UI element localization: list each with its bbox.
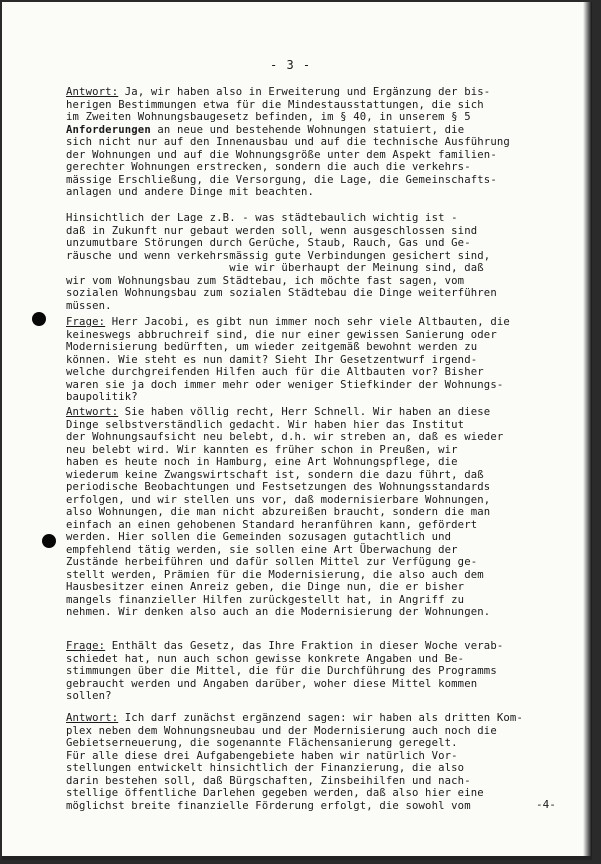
text-line: Zustände herbeiführen und dafür sollen Mittel zur Verfügung ge- (66, 556, 478, 568)
text-line: werden. Hier sollen die Gemeinden sozusagen gutachtlich und (66, 531, 452, 543)
text-line: wir vom Wohnungsbau zum Städtebau, ich möchte fast sagen, vom (66, 274, 465, 287)
text-line: stellt werden, Prämien für die Modernisierung, die also auch dem (66, 568, 484, 581)
text-line: Frage: Herr Jacobi, es gibt nun immer noch sehr viele Altbauten, die (66, 316, 510, 328)
text-line: Gebietserneuerung, die sogenannte Flächensanierung geregelt. (66, 737, 458, 749)
text-line: empfehlend tätig werden, sie sollen eine Art Überwachung der (66, 543, 458, 556)
speaker-label: Antwort: (66, 86, 119, 98)
text-line: herigen Bestimmungen etwa für die Mindestausstattungen, die sich (66, 98, 484, 111)
text-line: schiedet hat, nun auch schon gewisse konkrete Angaben und Be- (66, 652, 465, 665)
text-line: einfach an einen gehobenen Standard heranführen kann, gefördert (66, 518, 478, 531)
page-number: - 3 - (270, 58, 312, 72)
text-line: sozialen Wohnungsbau zum sozialen Städtebau die Dinge weiterführen (66, 287, 497, 299)
text-line: Frage: Enthält das Gesetz, das Ihre Fraktion in dieser Woche verab- (66, 640, 504, 652)
antwort-block (66, 86, 578, 199)
punch-hole-top (32, 312, 46, 326)
text-line: Hinsichtlich der Lage z.B. - was städtebaulich wichtig ist - (66, 212, 458, 224)
text-line: im Zweiten Wohnungsbaugesetz befinden, im § 40, in unserem § 5 (66, 111, 471, 123)
text-line: haben es heute noch in Hamburg, eine Art Wohnungspflege, die (66, 456, 458, 468)
text-line: plex neben dem Wohnungsneubau und der Modernisierung auch noch die (66, 724, 497, 737)
text-line: Anforderungen an neue und bestehende Wohnungen statuiert, die (66, 123, 465, 136)
text-line: mässige Erschließung, die Versorgung, die Lage, die Gemeinschafts- (66, 173, 497, 186)
text-line: baupolitik? (66, 391, 138, 403)
text-line: gebraucht werden und Angaben darüber, woher diese Mittel kommen (66, 677, 478, 690)
punch-hole-bottom (42, 534, 56, 548)
next-page-marker: -4- (536, 798, 556, 811)
speaker-label: Antwort: (66, 406, 119, 418)
text-line: Für alle diese drei Aufgabengebiete haben wir natürlich Vor- (66, 749, 458, 762)
text-line: Hausbesitzer einen Anreiz geben, die Dinge nun, die er bisher (66, 581, 465, 593)
text-line: darin bestehen soll, daß Bürgschaften, Zinsbeihilfen und nach- (66, 774, 471, 787)
text-line: Dinge selbstverständlich gedacht. Wir haben hier das Institut (66, 418, 465, 431)
text-line: der Wohnungsaufsicht neu belebt, d.h. wir streben an, daß es wieder (66, 431, 504, 443)
text-line: Antwort: Sie haben völlig recht, Herr Schnell. Wir haben an diese (66, 406, 491, 418)
text-line: nehmen. Wir denken also auch an die Modernisierung der Wohnungen. (66, 606, 491, 618)
scan-edge-bottom (2, 856, 592, 860)
text-line: wie wir überhaupt der Meinung sind, daß (66, 262, 484, 274)
text-line: gerechter Wohnungen erstrecken, sondern die auch die verkehrs- (66, 161, 471, 173)
document-page (2, 2, 592, 860)
text-line: neu belebt wird. Wir kannten es früher schon in Preußen, wir (66, 443, 458, 456)
text-line: welche durchgreifenden Hilfen auch für die Altbauten vor? Bisher (66, 366, 484, 378)
text-line: keineswegs abbruchreif sind, die nur einer gewissen Sanierung oder (66, 328, 497, 341)
text-line: stellige öffentliche Darlehen gegeben werden, daß also hier eine (66, 787, 484, 799)
text-line: wiederum keine Zwangswirtschaft ist, sondern die dazu führt, daß (66, 468, 484, 481)
frage-block (66, 316, 578, 404)
text-line: stellungen entwickelt hinsichtlich der Finanzierung, die also (66, 762, 465, 774)
text-line: möglichst breite finanzielle Förderung erfolgt, die sowohl vom (66, 799, 471, 812)
text-line: müssen. (66, 299, 112, 312)
text-line: Modernisierung bedürften, um wieder zeitgemäß bewohnt werden zu (66, 341, 478, 353)
text-line: sollen? (66, 690, 112, 702)
text-line: also Wohnungen, die man nicht abzureißen braucht, sondern die man (66, 506, 491, 518)
text-line: der Wohnungen und auf die Wohnungsgröße unter dem Aspekt familien- (66, 148, 497, 161)
text-line: unzumutbare Störungen durch Gerüche, Staub, Rauch, Gas und Ge- (66, 237, 471, 249)
speaker-label: Frage: (66, 640, 106, 652)
paragraph-block (66, 212, 578, 312)
text-line: waren sie ja doch immer mehr oder weniger Stiefkinder der Wohnungs- (66, 378, 504, 391)
antwort-block (66, 406, 578, 619)
text-line: erfolgen, und wir stellen uns vor, daß modernisierbare Wohnungen, (66, 493, 491, 506)
antwort-block (66, 712, 578, 812)
text-line: räusche und wenn verkehrsmässig gute Verbindungen gesichert sind, (66, 249, 491, 262)
speaker-label: Antwort: (66, 712, 119, 724)
text-line: Antwort: Ja, wir haben also in Erweiterung und Ergänzung der bis- (66, 86, 491, 98)
text-line: können. Wie steht es nun damit? Sieht Ihr Gesetzentwurf irgend- (66, 353, 478, 366)
scan-edge-right (583, 2, 592, 860)
text-line: sich nicht nur auf den Innenausbau und auf die technische Ausführung (66, 136, 510, 148)
frage-block (66, 640, 578, 703)
text-line: periodische Beobachtungen und Festsetzungen des Wohnungsstandards (66, 481, 491, 493)
text-line: stimmungen über die Mittel, die für die Durchführung des Programms (66, 665, 497, 677)
text-line: mangels finanzieller Hilfen zurückgestellt hat, in Angriff zu (66, 593, 465, 606)
speaker-label: Frage: (66, 316, 106, 328)
text-line: anlagen und andere Dinge mit beachten. (66, 186, 315, 198)
text-line: daß in Zukunft nur gebaut werden soll, wenn ausgeschlossen sind (66, 224, 478, 237)
text-line: Antwort: Ich darf zunächst ergänzend sagen: wir haben als dritten Kom- (66, 712, 523, 724)
